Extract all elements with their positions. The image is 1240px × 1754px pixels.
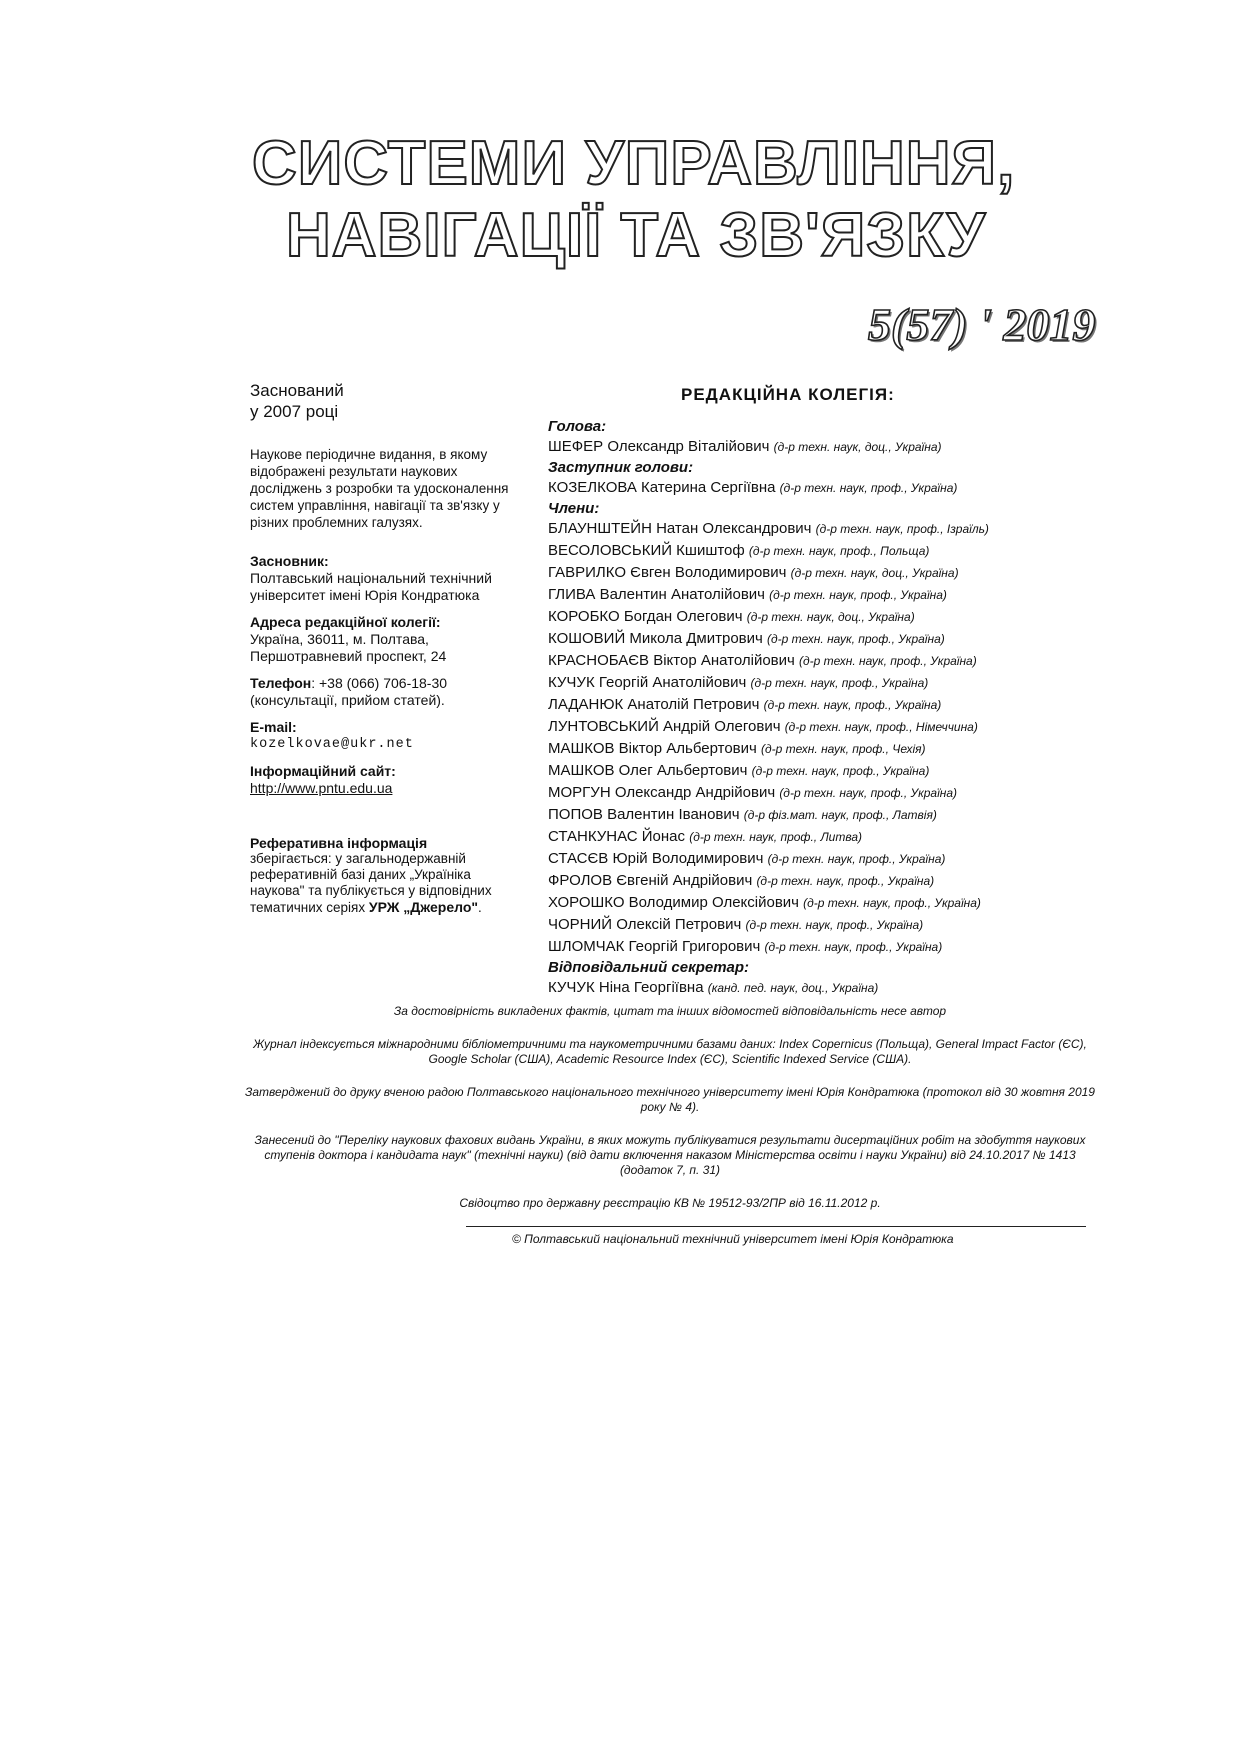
board-deputy-label: Заступник голови: — [548, 459, 694, 476]
board-member — [548, 606, 1108, 628]
publication-notes — [240, 1004, 1100, 1229]
member-credentials: (д-р техн. наук, проф., Німеччина) — [784, 720, 978, 734]
member-credentials: (д-р техн. наук, доц., Україна) — [790, 566, 959, 580]
member-name: КРАСНОБАЄВ Віктор Анатолійович — [548, 652, 795, 669]
journal-title — [252, 128, 1152, 272]
phone-block — [250, 675, 520, 709]
board-member — [548, 760, 1108, 782]
site-link[interactable]: http://www.pntu.edu.ua — [250, 780, 393, 796]
board-member — [548, 848, 1108, 870]
editorial-board — [548, 417, 1108, 999]
email-label: E-mail — [250, 719, 293, 735]
member-name: КОЗЕЛКОВА Катерина Сергіївна — [548, 479, 776, 496]
member-name: ФРОЛОВ Євгеній Андрійович — [548, 872, 753, 889]
board-member-label: Члени: — [548, 500, 600, 517]
member-credentials: (д-р техн. наук, проф., Україна) — [745, 918, 924, 932]
member-name: ЛАДАНЮК Анатолій Петрович — [548, 696, 760, 713]
board-member — [548, 518, 1108, 540]
abstract-info-text: зберігається: у загальнодержавній реферативній базі даних „Україніка наукова" та публікується у відповідних тематичних серіях — [250, 851, 492, 915]
member-name: СТАСЄВ Юрій Володимирович — [548, 850, 764, 867]
board-member — [548, 738, 1108, 760]
abstract-info-end: . — [478, 900, 482, 915]
note-approval: Затверджений до друку вченою радою Полтавського національного технічного університету імені Юрія Кондратюка (протокол від 30 жовтня 2019 року № 4). — [245, 1085, 1095, 1114]
member-credentials: (д-р техн. наук, проф., Україна) — [779, 786, 958, 800]
board-member — [548, 804, 1108, 826]
member-name: ЧОРНИЙ Олексій Петрович — [548, 916, 742, 933]
member-credentials: (д-р техн. наук, проф., Україна) — [767, 632, 945, 646]
member-credentials: (д-р техн. наук, проф., Україна) — [779, 481, 958, 495]
member-credentials: (д-р техн. наук, проф., Україна) — [799, 654, 977, 668]
member-name: ШЕФЕР Олександр Віталійович — [548, 438, 770, 455]
email-value[interactable]: kozelkovae@ukr.net — [250, 737, 414, 752]
address-label: Адреса редакційної колегії: — [250, 614, 441, 630]
abstract-info-label: Реферативна інформація — [250, 835, 428, 851]
left-column — [250, 380, 520, 916]
board-deputy — [548, 477, 1108, 499]
board-secretary — [548, 977, 1108, 999]
member-name: БЛАУНШТЕЙН Натан Олександрович — [548, 520, 812, 537]
abstract-info — [250, 835, 520, 916]
member-name: МАШКОВ Віктор Альбертович — [548, 740, 757, 757]
board-member — [548, 584, 1108, 606]
board-member — [548, 782, 1108, 804]
member-name: СТАНКУНАС Йонас — [548, 828, 686, 845]
member-name: КУЧУК Ніна Георгіївна — [548, 979, 704, 996]
board-member — [548, 540, 1108, 562]
member-name: ГЛИВА Валентин Анатолійович — [548, 586, 765, 603]
address-block — [250, 614, 520, 665]
member-credentials: (д-р техн. наук, проф., Україна) — [751, 764, 930, 778]
member-credentials: (д-р техн. наук, проф., Україна) — [764, 940, 943, 954]
member-credentials: (канд. пед. наук, доц., Україна) — [707, 981, 879, 995]
note-indexing: Журнал індексується міжнародними бібліометричними та наукометричними базами даних: Index Copernicus (Польща), General Impact Factor (ЄС), Google Scholar (США), Academic Resource Index (ЄС), Scientific Indexed Service (США). — [253, 1037, 1087, 1066]
note-registration-certificate: Свідоцтво про державну реєстрацію КВ № 19512-93/2ПР від 16.11.2012 р. — [459, 1196, 881, 1210]
note-registry: Занесений до "Переліку наукових фахових видань України, в яких можуть публікуватися результати дисертаційних робіт на здобуття наукових ступенів доктора і кандидата наук" (технічні науки) (від дати включення наказом Міністерства освіти і науки України) від 24.10.2017 № 1413 (додаток 7, п. 31) — [254, 1133, 1086, 1177]
member-credentials: (д-р техн. наук, проф., Литва) — [689, 830, 863, 844]
board-member — [548, 672, 1108, 694]
copyright: © Полтавський національний технічний університет імені Юрія Кондратюка — [512, 1232, 954, 1246]
board-member — [548, 892, 1108, 914]
member-credentials: (д-р техн. наук, проф., Україна) — [763, 698, 942, 712]
member-credentials: (д-р техн. наук, проф., Ізраїль) — [815, 522, 989, 536]
board-member — [548, 694, 1108, 716]
board-secretary-label: Відповідальний секретар: — [548, 959, 750, 976]
address-value: Україна, 36011, м. Полтава, Першотравневий проспект, 24 — [250, 631, 447, 664]
phone-label: Телефон — [250, 675, 312, 691]
member-credentials: (д-р техн. наук, проф., Україна) — [750, 676, 929, 690]
phone-value: : +38 (066) 706-18-30 (консультації, прийом статей). — [250, 675, 448, 708]
board-member — [548, 936, 1108, 958]
founder-value: Полтавський національний технічний університет імені Юрія Кондратюка — [250, 570, 492, 603]
board-member — [548, 870, 1108, 892]
member-name: КОШОВИЙ Микола Дмитрович — [548, 630, 763, 647]
member-name: МАШКОВ Олег Альбертович — [548, 762, 748, 779]
member-credentials: (д-р техн. наук, проф., Україна) — [803, 896, 981, 910]
journal-title-line1: СИСТЕМИ УПРАВЛІННЯ, — [252, 129, 1016, 198]
member-credentials: (д-р техн. наук, проф., Україна) — [767, 852, 946, 866]
member-name: МОРГУН Олександр Андрійович — [548, 784, 776, 801]
member-name: ГАВРИЛКО Євген Володимирович — [548, 564, 787, 581]
member-name: ЛУНТОВСЬКИЙ Андрій Олегович — [548, 718, 781, 735]
board-member — [548, 650, 1108, 672]
divider — [466, 1226, 1086, 1227]
board-member — [548, 826, 1108, 848]
board-chair-label: Голова: — [548, 418, 607, 435]
founded-line2: у 2007 році — [250, 402, 339, 421]
member-name: ХОРОШКО Володимир Олексійович — [548, 894, 799, 911]
founded-info — [250, 380, 520, 422]
founder-label: Засновник: — [250, 553, 329, 569]
member-credentials: (д-р техн. наук, проф., Польща) — [748, 544, 930, 558]
member-credentials: (д-р техн. наук, проф., Чехія) — [761, 742, 926, 756]
note-responsibility: За достовірність викладених фактів, цитат та інших відомостей відповідальність несе автор — [393, 1004, 947, 1018]
member-credentials: (д-р техн. наук, доц., Україна) — [746, 610, 915, 624]
board-member — [548, 716, 1108, 738]
site-label: Інформаційний сайт — [250, 763, 392, 779]
member-credentials: (д-р техн. наук, проф., Україна) — [756, 874, 935, 888]
site-block: Інформаційний сайт: http://www.pntu.edu.ua — [250, 763, 520, 797]
founder-block — [250, 553, 520, 604]
abstract-info-series: УРЖ „Джерело" — [368, 899, 479, 915]
board-member — [548, 562, 1108, 584]
editorial-board-heading: РЕДАКЦІЙНА КОЛЕГІЯ: — [681, 385, 895, 404]
journal-title-line2: НАВІГАЦІЇ ТА ЗВ'ЯЗКУ — [286, 201, 987, 270]
member-credentials: (д-р техн. наук, проф., Україна) — [769, 588, 947, 602]
member-name: ШЛОМЧАК Георгій Григорович — [548, 938, 761, 955]
journal-description: Наукове періодичне видання, в якому відображені результати наукових досліджень з розробки та удосконалення систем управління, навігації та зв'язку у різних проблемних галузях. — [250, 447, 509, 530]
email-block: E-mail: kozelkovae@ukr.net — [250, 719, 520, 753]
member-name: КУЧУК Георгій Анатолійович — [548, 674, 747, 691]
issue-number: 5(57) ' 2019 — [868, 299, 1096, 350]
member-name: ПОПОВ Валентин Іванович — [548, 806, 740, 823]
member-name: ВЕСОЛОВСЬКИЙ Кшиштоф — [548, 542, 745, 559]
member-credentials: (д-р фіз.мат. наук, проф., Латвія) — [743, 808, 937, 822]
founded-line1: Заснований — [250, 381, 344, 400]
board-chair — [548, 436, 1108, 458]
member-credentials: (д-р техн. наук, доц., Україна) — [773, 440, 942, 454]
board-member — [548, 628, 1108, 650]
board-member — [548, 914, 1108, 936]
member-name: КОРОБКО Богдан Олегович — [548, 608, 743, 625]
